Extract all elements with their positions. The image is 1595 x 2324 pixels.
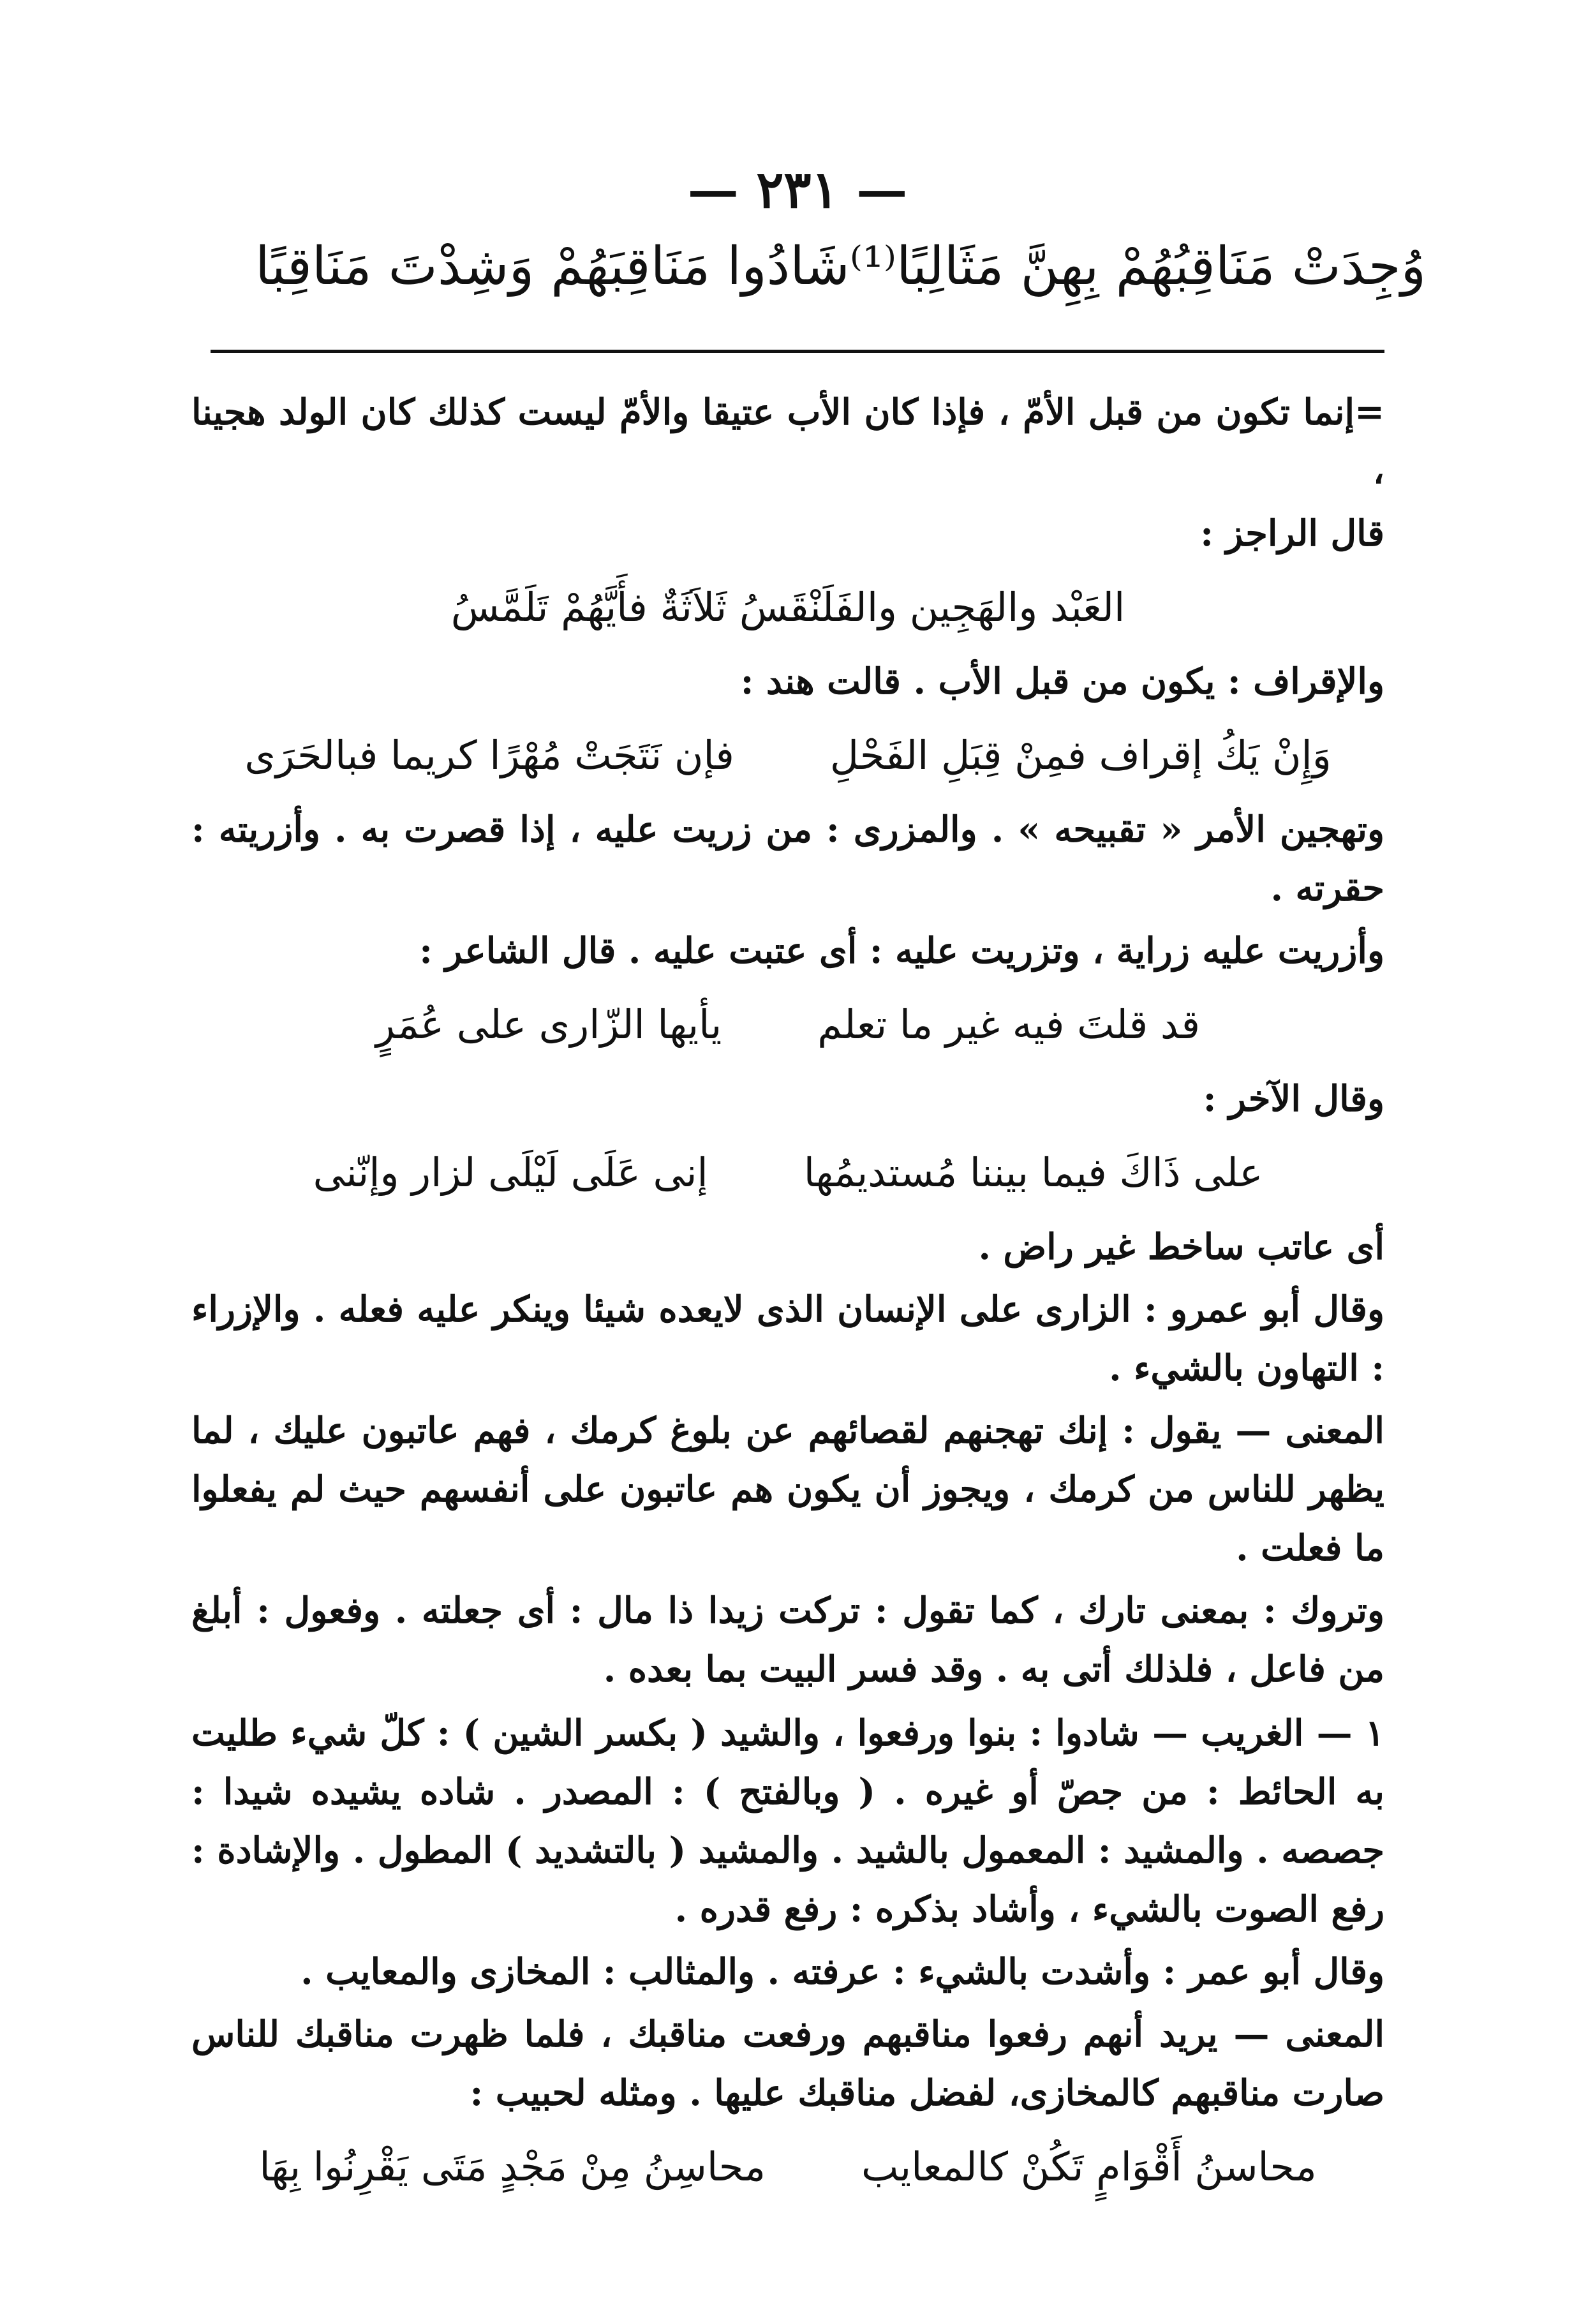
commentary-paragraph: وقال أبو عمرو : الزارى على الإنسان الذى لايعده شيئا وينكر عليه فعله . والإزراء : التهاون بالشيء . [191,1288,1384,1389]
commentary-paragraph: قال الراجز : [1200,512,1384,555]
commentary-paragraph: أى عاتب ساخط غير راض . [978,1226,1384,1268]
verse-left-hemistich: قد قلتَ فيه غير ما تعلم [817,1001,1201,1048]
commentary-paragraph: وأزريت عليه زراية ، وتزريت عليه : أى عتبت عليه . قال الشاعر : [419,930,1384,972]
verse-right-hemistich: فإن نَتَجَتْ مُهْرًا كريما فبالحَرَى [244,732,734,778]
page-number: — ٢٣١ — [687,160,908,220]
quoted-verse [191,2131,1384,2203]
quoted-verse [191,720,1384,791]
footnote-paragraph: وقال أبو عمر : وأشدت بالشيء : عرفته . والمثالب : المخازى والمعايب . [300,1951,1384,1993]
header-verse [255,236,1427,297]
verse-right-hemistich: يأيها الزّارى على عُمَرٍ [376,1001,722,1048]
quoted-verse: العَبْد والهَجِين والفَلَنْقَسُ ثَلاَثَةٌ فأَيَّهُمْ تَلَمَّسُ [450,584,1125,630]
verse-right-hemistich: إنى عَلَى لَيْلَى لزار وإنّنى [313,1149,708,1196]
footnote-paragraph: المعنى — يريد أنهم رفعوا مناقبهم ورفعت مناقبك ، فلما ظهرت مناقبك للناس صارت مناقبهم كالمخازى، لفضل مناقبك عليها . ومثله لحبيب : [191,2013,1384,2114]
footnote-paragraph: ١ — الغريب — شادوا : بنوا ورفعوا ، والشيد ( بكسر الشين ) : كلّ شيء طليت به الحائط : من جصّ أو غيره . ( وبالفتح ) : المصدر . شاده يشيده شيدا : جصصه . والمشيد : المعمول بالشيد . والمشيد ( بالتشديد ) المطول . والإشادة : رفع الصوت بالشيء ، وأشاد بذكره : رفع قدره . [191,1712,1384,1930]
header-divider [211,350,1384,353]
commentary-body [191,383,1384,2212]
commentary-paragraph: وتهجين الأمر « تقبيحه » . والمزرى : من زريت عليه ، إذا قصرت به . وأزريته : حقرته . [191,808,1384,909]
commentary-paragraph: والإقراف : يكون من قبل الأب . قالت هند : [740,660,1384,703]
verse-left-hemistich: على ذَاكَ فيما بيننا مُستديمُها [803,1149,1263,1196]
quoted-verse [191,1137,1384,1209]
commentary-paragraph: وقال الآخر : [1203,1078,1384,1120]
footnotes [191,1704,1384,2203]
commentary-paragraph: وتروك : بمعنى تارك ، كما تقول : تركت زيدا ذا مال : أى جعلته . وفعول : أبلغ من فاعل ، فلذلك أتى به . وقد فسر البيت بما بعده . [191,1590,1384,1690]
verse-left-hemistich: وَإِنْ يَكُ إقراف فمِنْ قِبَلِ الفَحْلِ [829,732,1332,778]
commentary-paragraph: =إنما تكون من قبل الأمّ ، فإذا كان الأب عتيقا والأمّ ليست كذلك كان الولد هجينا ، [191,391,1384,492]
commentary-paragraph: المعنى — يقول : إنك تهجنهم لقصائهم عن بلوغ كرمك ، فهم عاتبون عليك ، لما يظهر للناس من كرمك ، ويجوز أن يكون هم عاتبون على أنفسهم حيث لم يفعلوا ما فعلت . [191,1410,1384,1569]
verse-right-hemistich: محاسِنُ مِنْ مَجْدٍ مَتَى يَقْرِنُوا بِهَا [259,2143,766,2190]
quoted-verse [191,989,1384,1061]
header-verse-left-hemistich: وُجِدَتْ مَنَاقِبُهُمْ بِهِنَّ مَثَالِبًا⁽¹⁾ [849,236,1427,297]
verse-left-hemistich: محاسنُ أَقْوَامٍ تَكُنْ كالمعايب [861,2143,1317,2190]
header-verse-right-hemistich: شَادُوا مَنَاقِبَهُمْ وَشِدْتَ مَنَاقِبًا [255,236,850,297]
